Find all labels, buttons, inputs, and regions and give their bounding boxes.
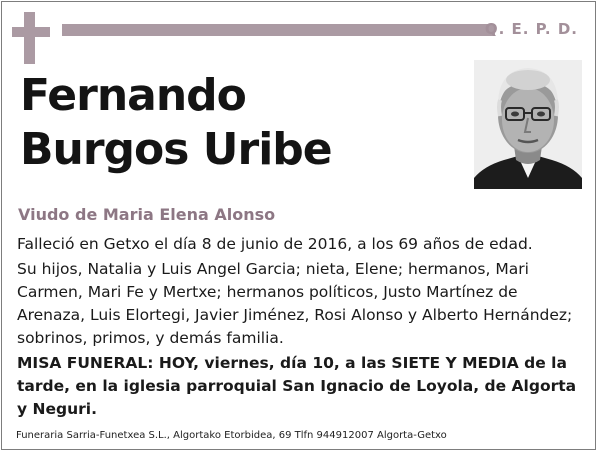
obituary-card (1, 1, 596, 450)
name-line-2: Burgos Uribe (20, 124, 332, 175)
funeral-home-footer: Funeraria Sarria-Funetxea S.L., Algortako Etorbidea, 69 Tlfn 944912007 Algorta-Getxo (16, 430, 447, 441)
name-line-1: Fernando (20, 70, 246, 121)
funeral-notice: MISA FUNERAL: HOY, viernes, día 10, a las SIETE Y MEDIA de la tarde, en la iglesia parroquial San Ignacio de Loyola, de Algorta y Neguri. (17, 354, 577, 418)
obituary-body (17, 233, 587, 423)
family-list: Su hijos, Natalia y Luis Angel Garcia; nieta, Elene; hermanos, Mari Carmen, Mari Fe y Mertxe; hermanos políticos, Justo Martínez de Arenaza, Luis Elortegi, Javier Jiménez, Rosi Alonso y Alberto Hernández; sobrinos, primos, y demás familia. (17, 260, 573, 347)
cross-icon (24, 12, 35, 64)
header-rule (62, 24, 495, 36)
qepd-label: Q. E. P. D. (484, 20, 578, 38)
portrait-illustration (474, 60, 582, 189)
death-notice: Falleció en Getxo el día 8 de junio de 2016, a los 69 años de edad. (17, 235, 533, 253)
deceased-name (20, 69, 332, 177)
cross-icon-bar (12, 27, 50, 37)
widower-subtitle: Viudo de Maria Elena Alonso (18, 205, 276, 224)
portrait-photo (474, 60, 582, 189)
